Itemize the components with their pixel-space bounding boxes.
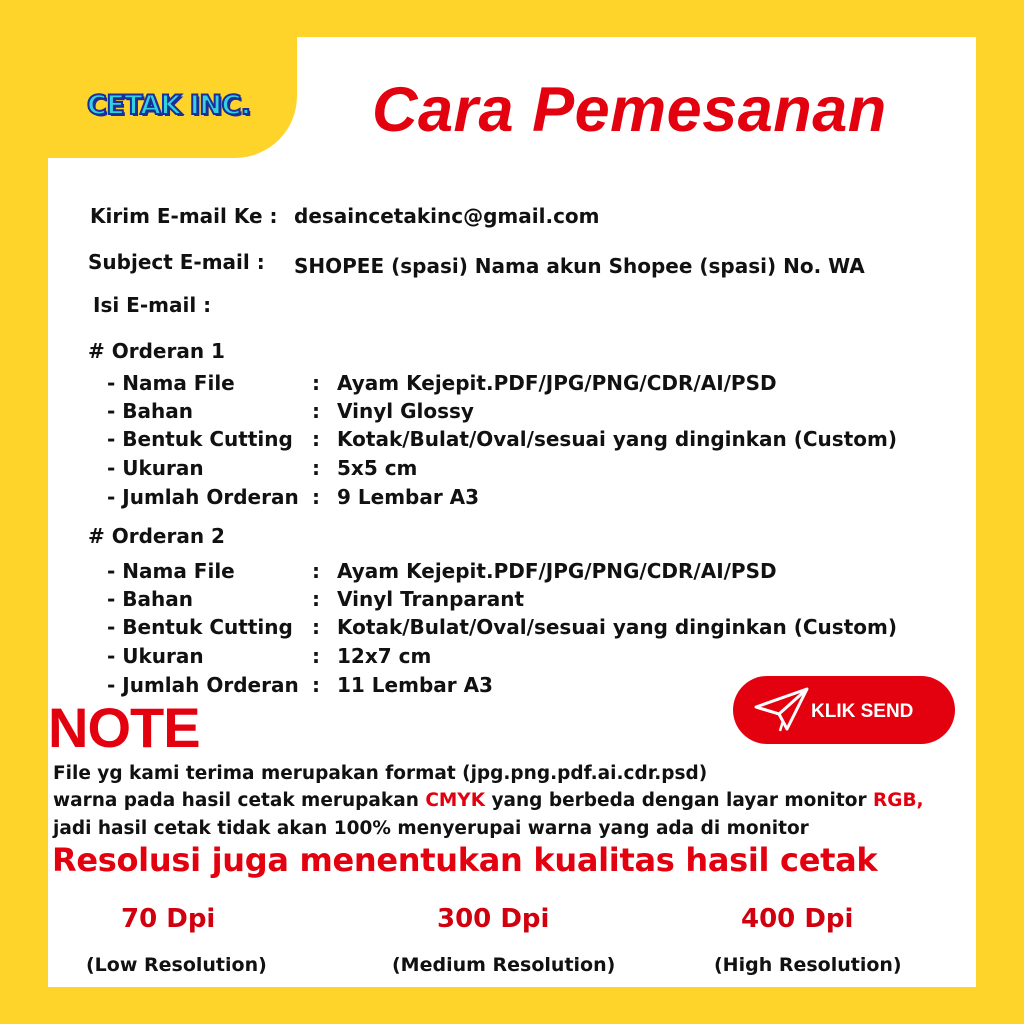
- order-row-label: - Bentuk Cutting: [107, 615, 293, 639]
- order-row-label: - Jumlah Orderan: [107, 485, 299, 509]
- logo-notch: [0, 0, 297, 158]
- page-title: Cara Pemesanan: [372, 75, 887, 145]
- dpi-medium-value: 300 Dpi: [437, 904, 550, 934]
- dpi-high-value: 400 Dpi: [741, 904, 854, 934]
- order-row-label: - Nama File: [107, 371, 235, 395]
- resolution-heading: Resolusi juga menentukan kualitas hasil cetak: [52, 841, 878, 879]
- order-heading: # Orderan 2: [88, 524, 225, 548]
- order-row-colon: :: [312, 456, 320, 480]
- order-row-colon: :: [312, 427, 320, 451]
- order-row-label: - Bahan: [107, 587, 193, 611]
- note-line-2-part-b: yang berbeda dengan layar monitor: [485, 790, 874, 811]
- email-to-value: desaincetakinc@gmail.com: [294, 204, 600, 228]
- order-row-colon: :: [312, 485, 320, 509]
- email-subject-label: Subject E-mail :: [88, 250, 265, 274]
- order-row-label: - Jumlah Orderan: [107, 673, 299, 697]
- email-to-label: Kirim E-mail Ke :: [90, 204, 278, 228]
- note-line-1: File yg kami terima merupakan format (jpg.png.pdf.ai.cdr.psd): [53, 763, 708, 784]
- brand-logo: CETAK INC.: [87, 90, 251, 121]
- order-row-label: - Ukuran: [107, 456, 204, 480]
- order-row-colon: :: [312, 587, 320, 611]
- paper-plane-icon: [753, 685, 811, 733]
- klik-send-button[interactable]: [733, 676, 955, 744]
- note-line-2: [53, 792, 924, 811]
- order-row-value: Ayam Kejepit.PDF/JPG/PNG/CDR/AI/PSD: [337, 559, 777, 583]
- order-row-value: 12x7 cm: [337, 644, 432, 668]
- rgb-highlight: RGB,: [873, 790, 924, 811]
- email-subject-value: SHOPEE (spasi) Nama akun Shopee (spasi) No. WA: [294, 254, 865, 278]
- order-row-colon: :: [312, 399, 320, 423]
- dpi-low-value: 70 Dpi: [121, 904, 216, 934]
- dpi-low-label: (Low Resolution): [86, 954, 267, 976]
- email-body-label: Isi E-mail :: [93, 293, 212, 317]
- order-row-value: Kotak/Bulat/Oval/sesuai yang dinginkan (Custom): [337, 427, 897, 451]
- order-row-value: 5x5 cm: [337, 456, 418, 480]
- order-row-value: 11 Lembar A3: [337, 673, 493, 697]
- order-row-value: Ayam Kejepit.PDF/JPG/PNG/CDR/AI/PSD: [337, 371, 777, 395]
- order-row-value: Vinyl Glossy: [337, 399, 474, 423]
- dpi-high-label: (High Resolution): [714, 954, 902, 976]
- order-row-label: - Bahan: [107, 399, 193, 423]
- order-row-colon: :: [312, 371, 320, 395]
- cmyk-highlight: CMYK: [425, 790, 486, 811]
- order-row-colon: :: [312, 559, 320, 583]
- order-row-label: - Nama File: [107, 559, 235, 583]
- note-line-3: jadi hasil cetak tidak akan 100% menyerupai warna yang ada di monitor: [53, 818, 809, 839]
- order-row-colon: :: [312, 615, 320, 639]
- order-row-label: - Bentuk Cutting: [107, 427, 293, 451]
- order-row-colon: :: [312, 673, 320, 697]
- note-line-2-part-a: warna pada hasil cetak merupakan: [53, 790, 426, 811]
- order-row-colon: :: [312, 644, 320, 668]
- order-row-label: - Ukuran: [107, 644, 204, 668]
- order-row-value: Kotak/Bulat/Oval/sesuai yang dinginkan (Custom): [337, 615, 897, 639]
- klik-send-label: KLIK SEND: [811, 701, 914, 722]
- order-row-value: 9 Lembar A3: [337, 485, 480, 509]
- order-heading: # Orderan 1: [88, 339, 225, 363]
- dpi-medium-label: (Medium Resolution): [392, 954, 616, 976]
- note-heading: NOTE: [48, 696, 200, 759]
- order-row-value: Vinyl Tranparant: [337, 587, 525, 611]
